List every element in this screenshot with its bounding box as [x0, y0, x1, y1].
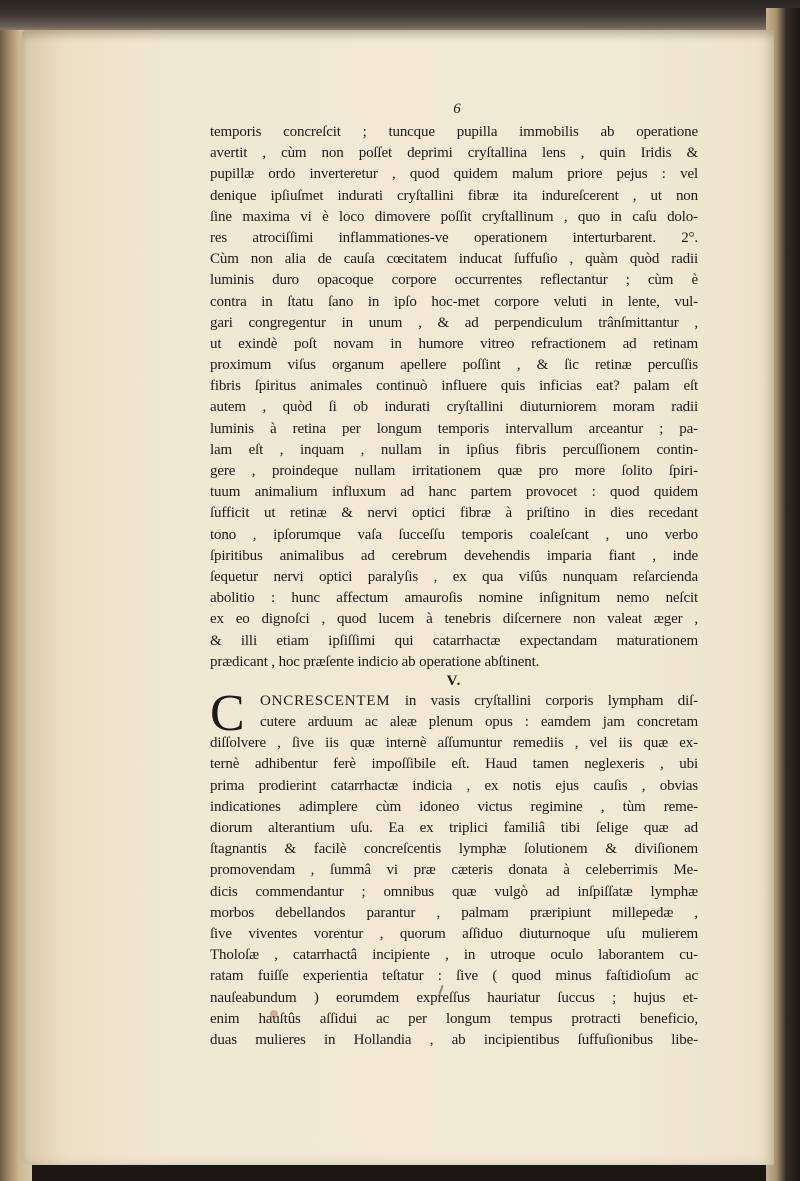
paragraph-1: [210, 122, 698, 673]
text-line: Cùm non alia de cauſa cœcitatem inducat ſuffuſio , quàm quòd radii: [210, 251, 698, 268]
text-line: nauſeabundum ) eorumdem expreſſus hauriatur ſuccus ; hujus et-: [210, 989, 698, 1006]
text-line: ſine maxima vi è loco dimovere poſſit cryſtallinum , quo in caſu dolo-: [210, 208, 698, 225]
text-line: ut exindè poſt novam in humore vitreo refractionem ad retinam: [210, 335, 698, 352]
text-line: ſtagnantis & facilè concreſcentis lymphæ ſolutionem & diviſionem: [210, 841, 698, 858]
drop-cap: C: [210, 684, 245, 742]
text-line: denique ipſiuſmet indurati cryſtallini fibræ ita indureſcerent , ut non: [210, 187, 698, 204]
text-line: gari congregentur in unum , & ad perpendiculum trânſmittantur ,: [210, 314, 698, 331]
text-line: cutere arduum ac aleæ plenum opus : eamdem jam concretam: [260, 714, 698, 731]
section-numeral: V.: [446, 672, 462, 689]
text-line: enim hauſtûs aſſidui ac per longum tempus protracti beneficio,: [210, 1010, 698, 1027]
text-line-lead: [210, 691, 698, 712]
text-line: indicationes adimplere cùm idoneo victus regimine , tùm reme-: [210, 798, 698, 815]
text-line: ex eo dignoſci , quod lucem à tenebris diſcernere non valeat æger ,: [210, 611, 698, 628]
text-line: luminis duro opacoque corpore occurrentes reflectantur ; cùm è: [210, 272, 698, 289]
text-line: ſufficit ut retinæ & nervi optici fibræ à priſtino in dies recedant: [210, 505, 698, 522]
text-line: gere , proindeque nullam irritationem quæ pro more ſolito ſpiri-: [210, 463, 698, 479]
text-line: ſpiritibus animalibus ad cerebrum devehendis imparia fiant , inde: [210, 547, 698, 564]
text-line: contra in ſtatu ſano in ipſo hoc-met corpore veluti in lente, vul-: [210, 293, 698, 310]
text-line: promovendam , ſummâ vi præ cæteris donata à celeberrimis Me-: [210, 862, 698, 879]
page-number: 6: [453, 101, 461, 117]
text-line: ratam fuiſſe experientia teſtatur : ſive ( quod minus faſtidioſum ac: [210, 968, 698, 985]
text-line: abolitio : hunc affectum amauroſis nomine inſignitum nemo neſcit: [210, 590, 698, 607]
text-line: autem , quòd ſi ob indurati cryſtallini diuturniorem moram radii: [210, 399, 698, 416]
text-line: prædicant , hoc præſente indicio ab operatione abſtinent.: [210, 653, 540, 670]
text-line: prima prodierint catarrhactæ indicia , ex notis ejus cauſis , obvias: [210, 777, 698, 794]
text-line: ternè adhibentur ferè impoſſibile eſt. Haud tamen neglexeris , ubi: [210, 756, 698, 773]
paragraph-2: [210, 684, 698, 1051]
text-line: diſſolvere , ſive iis quæ internè aſſumuntur remediis , vel iis quæ ex-: [210, 735, 698, 752]
text-line: diorum alterantium uſu. Ea ex triplici familiâ tibi ſelige quæ ad: [210, 820, 698, 836]
text-line: pupillæ ordo inverteretur , quod quidem malum priore pejus : vel: [210, 166, 698, 183]
text-line: proximum viſus organum apellere poſſint , & ſic retinæ percuſſis: [210, 357, 698, 374]
text-line: ſequetur nervi optici paralyſis , ex qua viſûs nunquam reſarcienda: [210, 568, 698, 585]
text-line: fibris ſpiritus animales continuò influere quis inficias eat? palam eſt: [210, 378, 698, 395]
text-line: ſive viventes vorentur , quorum aſſiduo diuturnoque uſu mulierem: [210, 925, 698, 942]
lead-word: ONCRESCENTEM: [260, 692, 391, 709]
text-line: temporis concreſcit ; tuncque pupilla immobilis ab operatione: [210, 124, 698, 140]
text-line: avertit , cùm non poſſet deprimi cryſtallina lens , quin Iridis &: [210, 145, 698, 162]
text-line: tuum animalium influxum ad hanc partem provocet : quod quidem: [210, 484, 698, 501]
text-line: Tholoſæ , catarrhactâ incipiente , in utroque oculo laborantem cu-: [210, 947, 698, 964]
lead-line-rest: in vasis cryſtallini corporis lympham diſ-: [390, 692, 698, 709]
text-line: & illi etiam ipſiſſimi qui catarrhactæ expectandam maturationem: [210, 632, 698, 649]
text-line: res atrociſſimi inflammationes-ve operationem interturbarent. 2°.: [210, 229, 698, 246]
text-line: dicis commendantur ; omnibus quæ vulgò ad inſpiſſatæ lymphæ: [210, 883, 698, 900]
page-text-block: [210, 100, 698, 1051]
text-line: luminis à retina per longum temporis intervallum arceantur ; pa-: [210, 420, 698, 437]
text-line: tono , ipſorumque vaſa ſucceſſu temporis coaleſcant , uno verbo: [210, 526, 698, 543]
text-line: lam eſt , inquam , nullam in ipſius fibris percuſſionem contin-: [210, 441, 698, 458]
text-line: duas mulieres in Hollandia , ab incipientibus ſuffuſionibus libe-: [210, 1031, 698, 1048]
text-line: morbos debellandos parantur , palmam præripiunt millepedæ ,: [210, 904, 698, 921]
